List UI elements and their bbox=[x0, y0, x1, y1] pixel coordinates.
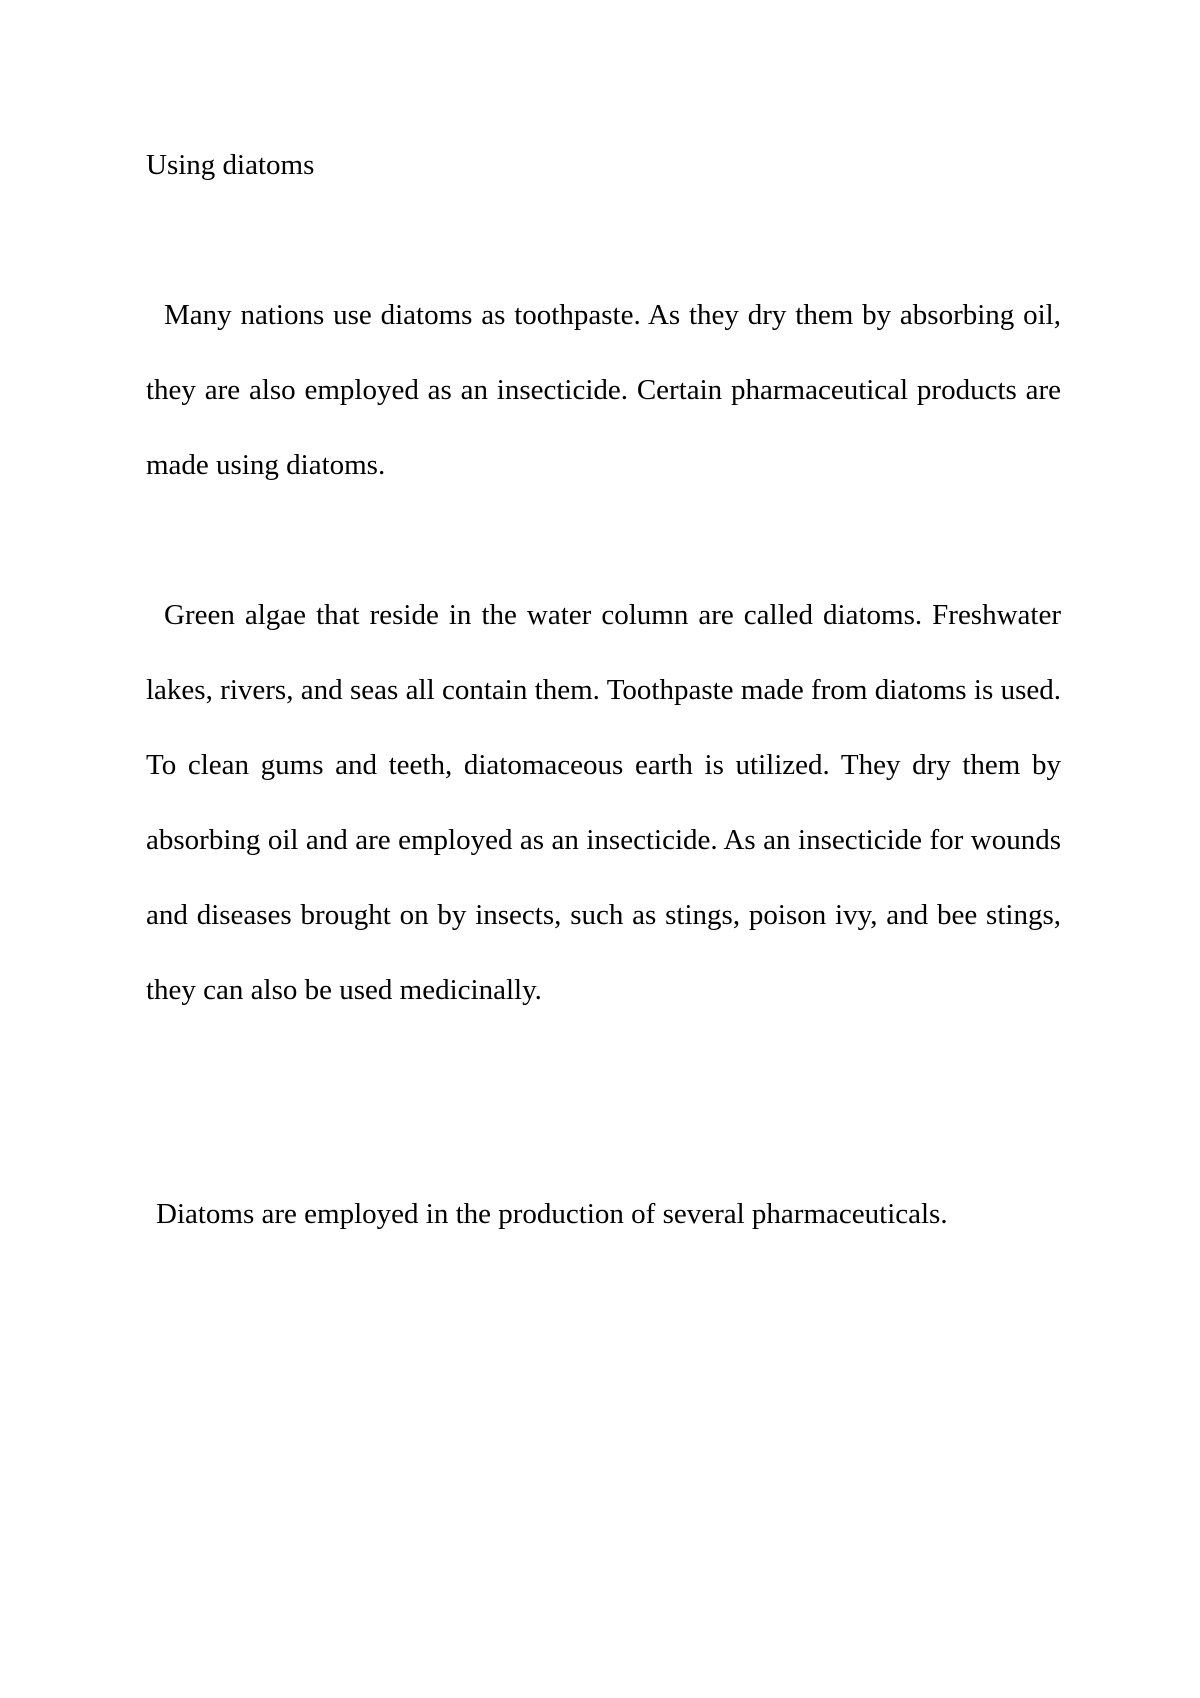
paragraph-toothpaste-uses: Many nations use diatoms as toothpaste. As they dry them by absorbing oil, they are also employed as an insecticide. Certain pharmaceutical products are made using diatoms. bbox=[146, 299, 1061, 481]
paragraph-green-algae: Green algae that reside in the water column are called diatoms. Freshwater lakes, rivers, and seas all contain them. Toothpaste made from diatoms is used. To clean gums and teeth, diatomaceous earth is utilized. They dry them by absorbing oil and are employed as an insecticide. As an insecticide for wounds and diseases brought on by insects, such as stings, poison ivy, and bee stings, they can also be used medicinally. bbox=[146, 599, 1061, 1006]
paragraph-pharmaceuticals: Diatoms are employed in the production of several pharmaceuticals. bbox=[156, 1198, 948, 1230]
document-title: Using diatoms bbox=[146, 149, 315, 181]
